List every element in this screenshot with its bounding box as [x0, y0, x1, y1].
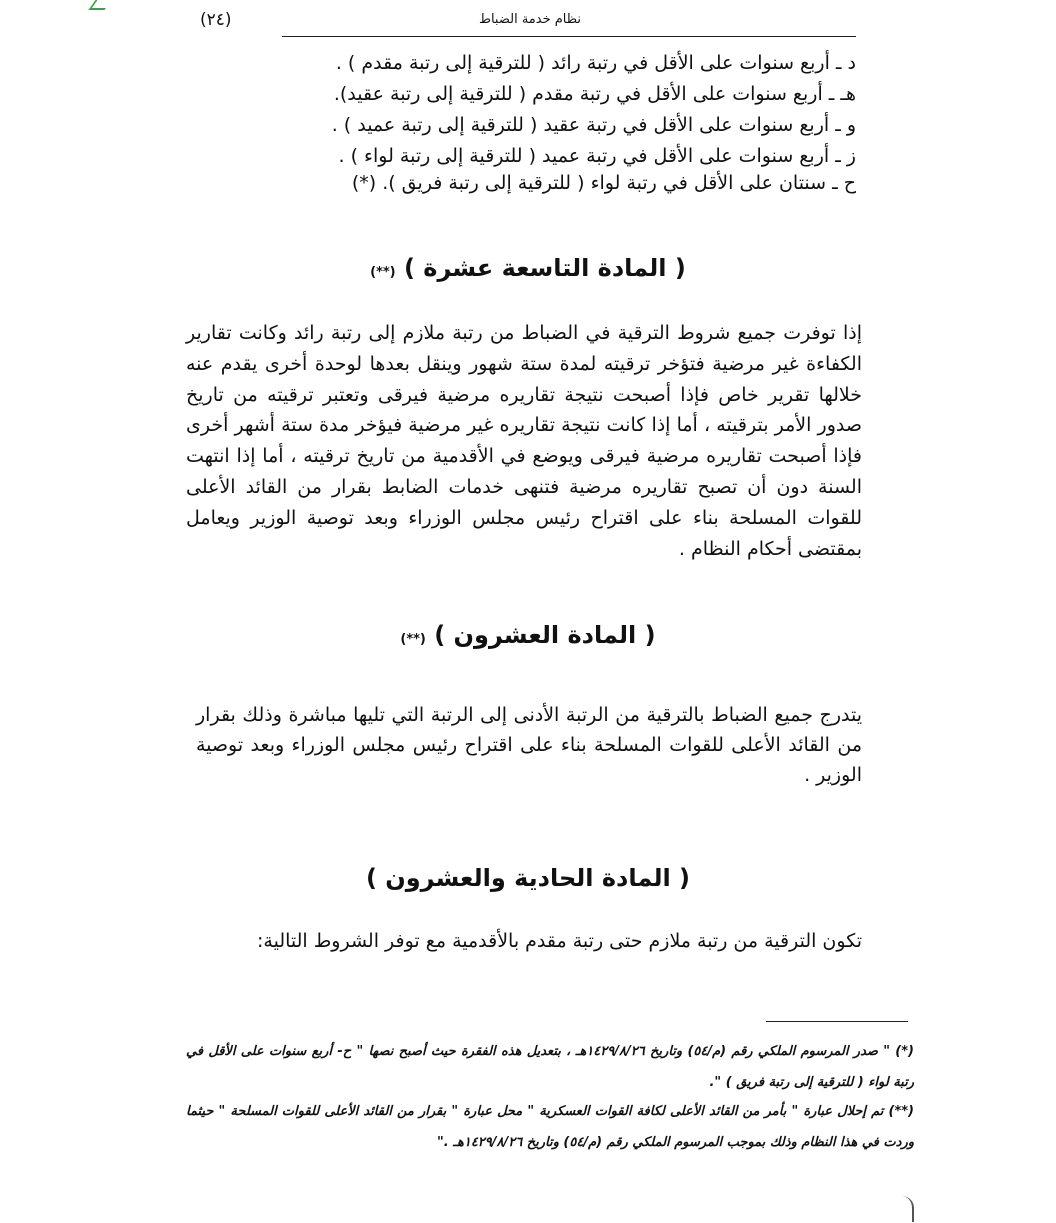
article-19-body: إذا توفرت جميع شروط الترقية في الضباط من رتبة ملازم إلى رتبة رائد وكانت تقارير الكفاءة غير مرضية فتؤخر ترقيته لمدة ستة شهور وينقل بعدها لوحدة أخرى يقدم عنه خلالها تقرير خاص فإذا أصبحت نتيجة تقاريره مرضية فيرقى وتعتبر ترقيته من تاريخ صدور الأمر بترقيته ، أما إذا كانت نتيجة تقاريره غير مرضية فيؤخر مدة ستة أشهر أخرى فإذا أصبحت تقاريره مرضية فيرقى ويوضع في الأقدمية من تاريخ ترقيته ، أما إذا انتهت السنة دون أن تصبح تقاريره مرضية فتنهى خدمات الضابط بقرار من القائد الأعلى للقوات المسلحة بناء على اقتراح رئيس مجلس الوزراء وبعد توصية الوزير ويعامل بمقتضى أحكام النظام .	[186, 322, 862, 560]
promotion-list-item: ز ـ أربع سنوات على الأقل في رتبة عميد ( للترقية إلى رتبة لواء ) .	[338, 145, 856, 167]
running-title: نظام خدمة الضباط	[478, 12, 582, 27]
article-21-heading	[0, 864, 1056, 892]
article-19-title: ( المادة التاسعة عشرة )	[403, 254, 686, 282]
footnote-1: (*) " صدر المرسوم الملكي رقم (م/٥٤) وتاريخ ١٤٢٩/٨/٢٦هـ ، بتعديل هذه الفقرة حيث أصبح نصها " ح- أربع سنوات على الأقل في رتبة لواء ( للترقية إلى رتبة فريق ) ".	[186, 1044, 914, 1090]
article-19-heading	[0, 254, 1056, 282]
article-19-marker: (**)	[370, 265, 396, 280]
article-21-title: ( المادة الحادية والعشرون )	[365, 864, 691, 892]
promotion-list-item: د ـ أربع سنوات على الأقل في رتبة رائد ( للترقية إلى رتبة مقدم ) .	[335, 52, 856, 74]
promotion-list-item: ح ـ سنتان على الأقل في رتبة لواء ( للترقية إلى رتبة فريق ). (*)	[351, 172, 856, 194]
corner-check-mark	[88, 0, 111, 10]
page-header	[200, 6, 860, 36]
article-20-marker: (**)	[400, 632, 426, 647]
bracket-mark	[898, 1196, 914, 1222]
footnote-rule	[766, 1021, 908, 1022]
footnote-2: (**) تم إحلال عبارة " بأمر من القائد الأعلى لكافة القوات العسكرية " محل عبارة " بقرار من القائد الأعلى للقوات المسلحة " حيثما وردت في هذا النظام وذلك بموجب المرسوم الملكي رقم (م/٥٤) وتاريخ ١٤٢٩/٨/٢٦هـ ."	[186, 1104, 914, 1150]
article-20-title: ( المادة العشرون )	[434, 621, 656, 649]
article-21-body: تكون الترقية من رتبة ملازم حتى رتبة مقدم بالأقدمية مع توفر الشروط التالية:	[257, 930, 862, 952]
article-20-body: يتدرج جميع الضباط بالترقية من الرتبة الأدنى إلى الرتبة التي تليها مباشرة وذلك بقرار من القائد الأعلى للقوات المسلحة بناء على اقتراح رئيس مجلس الوزراء وبعد توصية الوزير .	[196, 704, 862, 786]
promotion-list-item: و ـ أربع سنوات على الأقل في رتبة عقيد ( للترقية إلى رتبة عميد ) .	[331, 114, 856, 136]
article-20-heading	[0, 621, 1056, 649]
page-number: (٢٤)	[200, 10, 232, 30]
header-rule	[282, 36, 856, 37]
promotion-list-item: هـ ـ أربع سنوات على الأقل في رتبة مقدم ( للترقية إلى رتبة عقيد).	[333, 83, 856, 105]
